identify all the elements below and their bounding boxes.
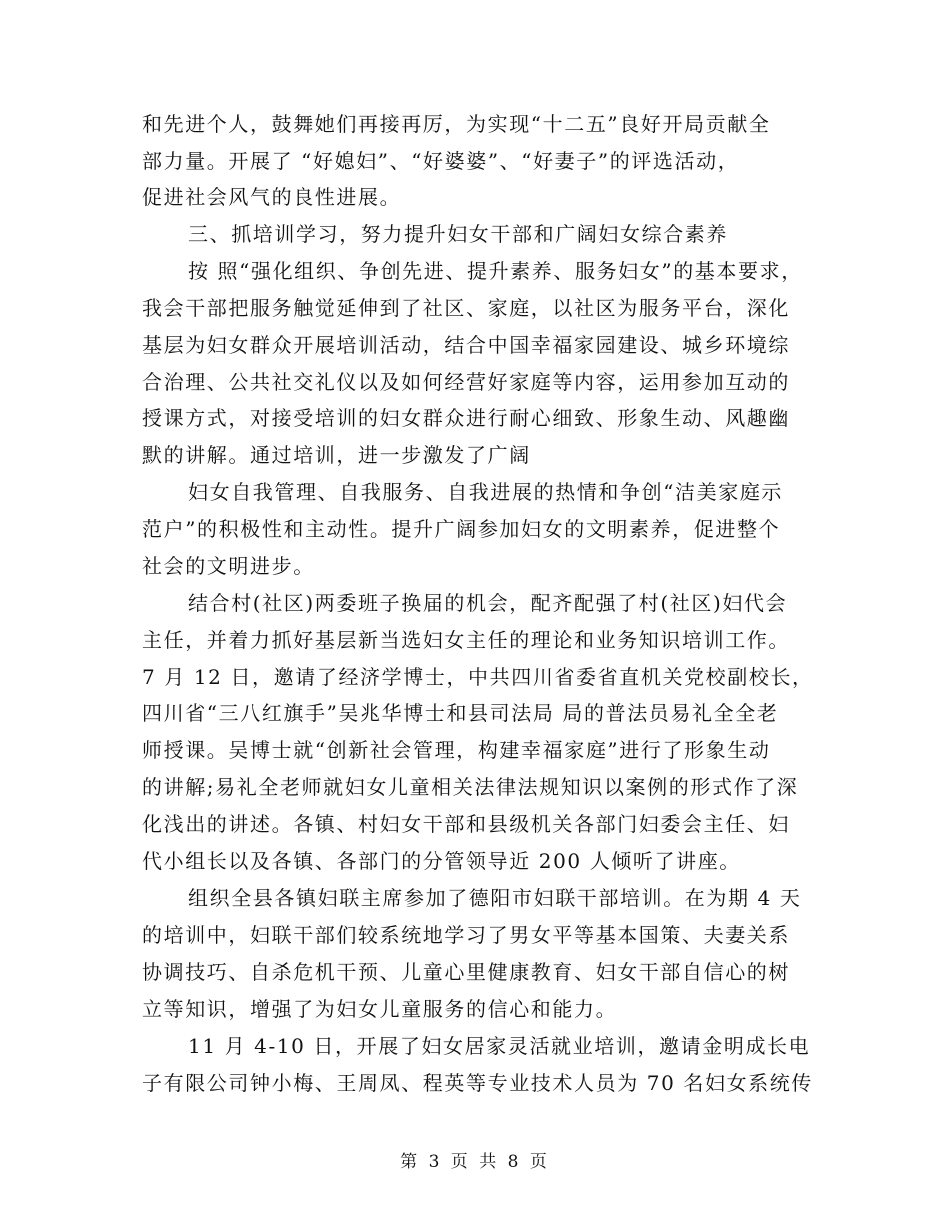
text-line: 主任，并着力抓好基层新当选妇女主任的理论和业务知识培训工作。 [142, 628, 790, 652]
text-line: 化浅出的讲述。各镇、村妇女干部和县级机关各部门妇委会主任、妇 [142, 812, 790, 836]
text-line: 合治理、公共社交礼仪以及如何经营好家庭等内容，运用参加互动的 [142, 370, 790, 394]
text-line: 我会干部把服务触觉延伸到了社区、家庭，以社区为服务平台，深化 [142, 296, 790, 320]
text-line: 社会的文明进步。 [142, 554, 315, 578]
page-number: 第 3 页 共 8 页 [400, 1152, 550, 1172]
text-line: 师授课。吴博士就“创新社会管理，构建幸福家庭”进行了形象生动 [142, 738, 771, 762]
text-line: 促进社会风气的良性进展。 [142, 185, 402, 209]
text-line: 和先进个人，鼓舞她们再接再厉，为实现“十二五”良好开局贡献全 [142, 112, 771, 136]
text-line: 按 照“强化组织、争创先进、提升素养、服务妇女”的基本要求， [188, 259, 803, 283]
text-line: 结合村(社区)两委班子换届的机会，配齐配强了村(社区)妇代会 [188, 591, 788, 615]
text-line: 部力量。开展了 “好媳妇”、“好婆婆”、“好妻子”的评选活动， [142, 149, 740, 173]
text-line: 范户”的积极性和主动性。提升广阔参加妇女的文明素养，促进整个 [142, 517, 781, 541]
text-line: 立等知识，增强了为妇女儿童服务的信心和能力。 [142, 997, 618, 1021]
text-line: 默的讲解。通过培训，进一步激发了广阔 [142, 443, 531, 467]
text-line: 的培训中，妇联干部们较系统地学习了男女平等基本国策、夫妻关系 [142, 923, 790, 947]
text-line: 代小组长以及各镇、各部门的分管领导近 200 人倾听了讲座。 [142, 849, 741, 873]
text-line: 11 月 4-10 日，开展了妇女居家灵活就业培训，邀请金明成长电 [188, 1034, 811, 1058]
text-line: 妇女自我管理、自我服务、自我进展的热情和争创“洁美家庭示 [188, 480, 784, 504]
section-heading: 三、抓培训学习，努力提升妇女干部和广阔妇女综合素养 [188, 222, 728, 246]
text-line: 子有限公司钟小梅、王周凤、程英等专业技术人员为 70 名妇女系统传 [142, 1071, 813, 1095]
text-line: 基层为妇女群众开展培训活动，结合中国幸福家园建设、城乡环境综 [142, 333, 790, 357]
text-line: 7 月 12 日，邀请了经济学博士，中共四川省委省直机关党校副校长， [142, 665, 814, 689]
text-line: 授课方式，对接受培训的妇女群众进行耐心细致、形象生动、风趣幽 [142, 406, 790, 430]
text-line: 四川省“三八红旗手”吴兆华博士和县司法局 局的普法员易礼全全老 [142, 701, 779, 725]
text-line: 的讲解;易礼全老师就妇女儿童相关法律法规知识以案例的形式作了深 [142, 775, 799, 799]
text-line: 组织全县各镇妇联主席参加了德阳市妇联干部培训。在为期 4 天 [188, 886, 802, 910]
text-line: 协调技巧、自杀危机干预、儿童心里健康教育、妇女干部自信心的树 [142, 960, 790, 984]
